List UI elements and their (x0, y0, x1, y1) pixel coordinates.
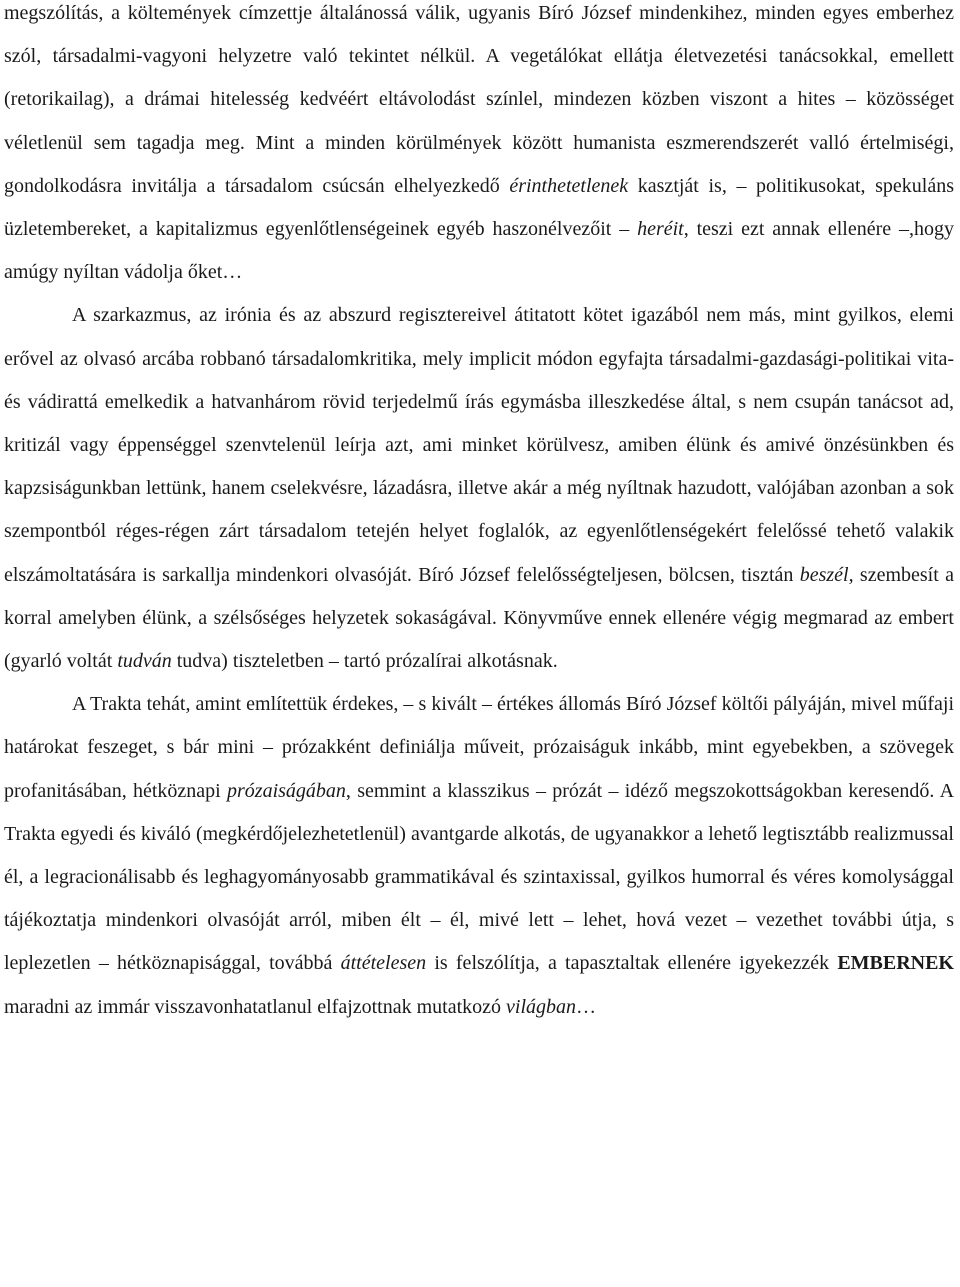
italic-text: érinthetetlenek (509, 174, 629, 197)
italic-text: világban (506, 995, 577, 1018)
italic-text: beszél, (799, 563, 854, 586)
paragraph-3 (4, 683, 954, 1029)
paragraph-2 (4, 294, 954, 683)
italic-text: prózaiságában (227, 779, 346, 802)
text-segment: maradni az immár visszavonhatatlanul elfajzottnak mutatkozó (4, 995, 507, 1018)
text-segment: … (576, 995, 597, 1018)
text-segment: szembesít a korral amelyben élünk, a szélsőséges helyzetek sokaságával. Könyvműve ennek ellenére végig megmarad az embert (gyarló voltát (4, 563, 954, 673)
text-segment: , semmint a klasszikus – prózát – idéző megszokottságokban keresendő. A Trakta egyedi és kiváló (megkérdőjelezhetetlenül) avantgarde alkotás, de ugyanakkor a lehető legtisztább realizmussal él, a legracionálisabb és leghagyományosabb grammatikával és szintaxissal, gyilkos humorral és véres komolysággal tájékoztatja mindenkori olvasóját arról, miben élt – él, mivé lett – lehet, hová vezet – vezethet további útja, s leplezetlen – hétköznapisággal, továbbá (4, 779, 955, 975)
italic-text: tudván (117, 650, 172, 673)
text-segment: kasztját is, – politikusokat, spekuláns üzletembereket, a kapitalizmus egyenlőtlenségeinek egyéb haszonélvezőit – (4, 174, 954, 241)
text-segment: , teszi ezt annak ellenére –,hogy amúgy nyíltan vádolja őket… (4, 218, 955, 284)
text-segment: is felszólítja, a tapasztaltak ellenére igyekezzék (426, 952, 838, 975)
bold-text: EMBERNEK (837, 952, 954, 975)
italic-text: heréit (637, 218, 684, 241)
italic-text: áttételesen (340, 952, 427, 975)
text-segment: A Trakta tehát, amint említettük érdekes, – s kivált – értékes állomás Bíró József költői pályáján, mivel műfaji határokat feszeget, s bár mini – prózakként definiálja műveit, prózaiságuk inkább, mint egyebekben, a szövegek profanitásában, hétköznapi (4, 693, 954, 802)
text-segment: megszólítás, a költemények címzettje általánossá válik, ugyanis Bíró József mindenkihez, minden egyes emberhez szól, társadalmi-vagyoni helyzetre való tekintet nélkül. A vegetálókat ellátja életvezetési tanácsokkal, emellett (retorikailag), a drámai hitelesség kedvéért eltávolodást színlel, mindezen közben viszont a hites – közösséget véletlenül sem tagadja meg. Mint a minden körülmények között humanista eszmerendszerét valló értelmiségi, gondolkodásra invitálja a társadalom csúcsán elhelyezkedő (4, 2, 954, 197)
paragraph-1 (4, 0, 954, 294)
text-segment: tudva) tiszteletben – tartó prózalírai alkotásnak. (171, 650, 558, 673)
text-segment: A szarkazmus, az irónia és az abszurd regisztereivel átitatott kötet igazából nem más, mint gyilkos, elemi erővel az olvasó arcába robbanó társadalomkritika, mely implicit módon egyfajta társadalmi-gazdasági-politikai vita- és vádirattá emelkedik a hatvanhárom rövid terjedelmű írás egymásba illeszkedése által, s nem csupán tanácsot ad, kritizál vagy éppenséggel szenvtelenül leírja azt, ami minket körülvesz, amiben élünk és amivé önzésünkben és kapzsiságunkban lettünk, hanem cselekvésre, lázadásra, illetve akár a még nyíltnak hazudott, valójában azonban a sok szempontból réges-régen zárt társadalom tetején helyet foglalók, az egyenlőtlenségekért felelőssé tehető valakik elszámoltatására is sarkallja mindenkori olvasóját. Bíró József felelősségteljesen, bölcsen, tisztán (4, 304, 954, 586)
